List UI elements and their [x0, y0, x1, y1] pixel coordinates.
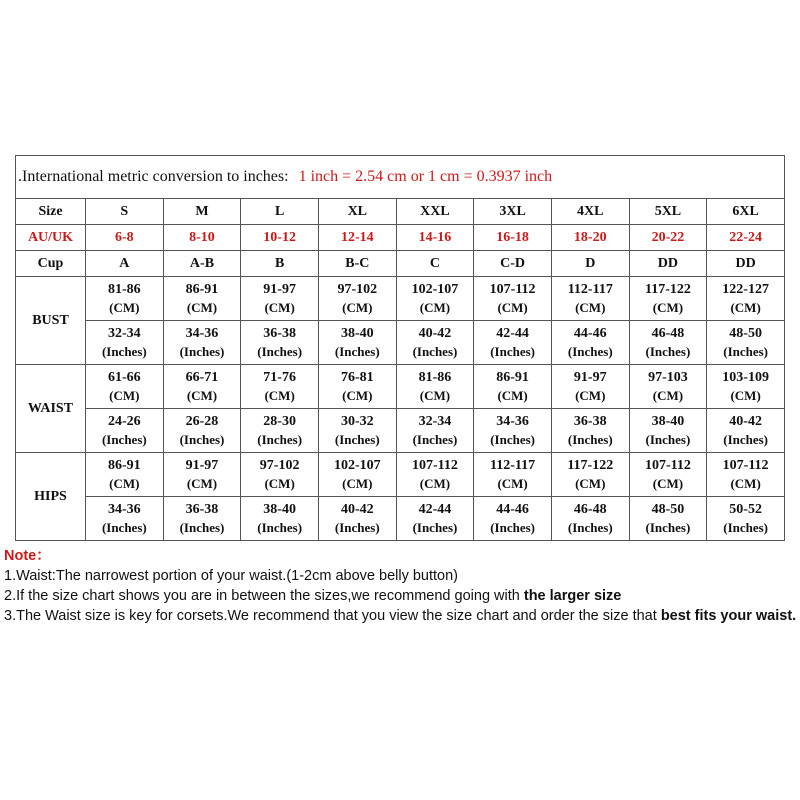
measure-value: 46-48	[573, 501, 607, 517]
bust-cm-cell	[241, 277, 319, 321]
waist-cm-cell	[707, 365, 785, 409]
header-prefix: .	[18, 168, 22, 185]
measure-unit: (CM)	[109, 475, 140, 491]
measure-value: 66-71	[185, 369, 219, 385]
measure-value: 112-117	[490, 457, 536, 473]
measure-unit: (Inches)	[257, 519, 303, 535]
measure-value: 40-42	[340, 501, 374, 517]
measure-unit: (Inches)	[723, 519, 769, 535]
bust-in-cell	[396, 321, 474, 365]
size-row-label: Size	[16, 199, 86, 225]
hips-cm-cell	[163, 453, 241, 497]
note-line-2-text: 2.If the size chart shows you are in between the sizes,we recommend going with	[4, 588, 524, 604]
hips-in-cell	[629, 497, 707, 541]
measure-value: 24-26	[107, 413, 141, 429]
waist-in-cell	[396, 409, 474, 453]
measurement-rows	[16, 277, 785, 541]
size-cell: 6XL	[707, 199, 785, 225]
measure-unit: (CM)	[497, 475, 528, 491]
au-uk-row-label: AU/UK	[16, 225, 86, 251]
waist-in-cell	[551, 409, 629, 453]
measure-unit: (CM)	[186, 475, 218, 491]
conversion-formula: 1 inch = 2.54 cm or 1 cm = 0.3937 inch	[298, 168, 553, 185]
au-uk-cell: 16-18	[474, 225, 552, 251]
measure-unit: (CM)	[652, 475, 684, 491]
au-uk-cell: 12-14	[318, 225, 396, 251]
measure-value: 81-86	[418, 369, 452, 385]
measure-unit: (Inches)	[412, 519, 458, 535]
hips-in-cell	[551, 497, 629, 541]
waist-cm-cell	[629, 365, 707, 409]
measure-unit: (CM)	[419, 299, 451, 315]
measure-unit: (CM)	[342, 475, 373, 491]
waist-label: WAIST	[16, 365, 86, 453]
measure-value: 107-112	[644, 457, 691, 473]
measure-value: 38-40	[651, 413, 685, 429]
measure-unit: (Inches)	[179, 343, 225, 359]
measure-value: 36-38	[185, 501, 219, 517]
measure-value: 91-97	[263, 281, 296, 297]
measure-unit: (CM)	[186, 299, 218, 315]
measure-unit: (Inches)	[412, 343, 458, 359]
measure-value: 97-102	[337, 281, 378, 297]
measure-value: 97-102	[259, 457, 300, 473]
hips-cm-cell	[318, 453, 396, 497]
measure-unit: (Inches)	[567, 343, 613, 359]
waist-cm-row	[16, 365, 785, 409]
bust-in-cell	[551, 321, 629, 365]
bust-in-cell	[86, 321, 164, 365]
au-uk-cell: 10-12	[241, 225, 319, 251]
hips-cm-cell	[241, 453, 319, 497]
size-cell: XXL	[396, 199, 474, 225]
au-uk-cell: 22-24	[707, 225, 785, 251]
bust-in-cell	[474, 321, 552, 365]
bust-cm-cell	[629, 277, 707, 321]
bust-in-cell	[707, 321, 785, 365]
measure-value: 61-66	[107, 369, 141, 385]
measure-unit: (Inches)	[412, 431, 458, 447]
cup-row	[16, 251, 785, 277]
measure-value: 30-32	[340, 413, 374, 429]
waist-cm-cell	[86, 365, 164, 409]
cup-row-label: Cup	[16, 251, 86, 277]
hips-in-cell	[86, 497, 164, 541]
measure-value: 103-109	[722, 369, 769, 385]
measure-value: 81-86	[107, 281, 141, 297]
measure-value: 97-103	[648, 369, 688, 385]
measure-unit: (Inches)	[490, 431, 535, 447]
measure-unit: (CM)	[186, 387, 218, 403]
measure-value: 71-76	[263, 369, 296, 385]
hips-in-cell	[396, 497, 474, 541]
waist-cm-cell	[241, 365, 319, 409]
bust-cm-cell	[163, 277, 241, 321]
bust-cm-cell	[474, 277, 552, 321]
measure-unit: (CM)	[109, 299, 140, 315]
measure-value: 44-46	[496, 501, 529, 517]
hips-in-cell	[241, 497, 319, 541]
measure-value: 36-38	[573, 413, 607, 429]
measure-value: 40-42	[418, 325, 452, 341]
hips-in-cell	[474, 497, 552, 541]
measure-unit: (Inches)	[101, 431, 147, 447]
hips-cm-cell	[629, 453, 707, 497]
size-chart-table	[15, 155, 785, 541]
measure-unit: (CM)	[652, 387, 684, 403]
size-cell: 4XL	[551, 199, 629, 225]
cup-cell: DD	[707, 251, 785, 277]
measure-value: 46-48	[651, 325, 685, 341]
conversion-header	[16, 156, 785, 199]
waist-cm-cell	[163, 365, 241, 409]
waist-in-row	[16, 409, 785, 453]
measure-unit: (Inches)	[645, 431, 691, 447]
measure-unit: (CM)	[652, 299, 684, 315]
measure-unit: (Inches)	[723, 431, 769, 447]
hips-in-row	[16, 497, 785, 541]
size-cell: M	[163, 199, 241, 225]
measure-value: 117-122	[644, 281, 691, 297]
note-line-2-bold: the larger size	[523, 588, 622, 604]
note-title: Note：	[4, 548, 51, 564]
measure-unit: (CM)	[497, 299, 528, 315]
waist-cm-cell	[396, 365, 474, 409]
measure-value: 26-28	[185, 413, 219, 429]
size-cell: S	[86, 199, 164, 225]
bust-cm-row	[16, 277, 785, 321]
cup-cell: B	[241, 251, 319, 277]
size-row	[16, 199, 785, 225]
cup-cell: A	[86, 251, 164, 277]
bust-in-cell	[241, 321, 319, 365]
waist-in-cell	[707, 409, 785, 453]
measure-unit: (Inches)	[101, 519, 147, 535]
au-uk-cell: 18-20	[551, 225, 629, 251]
hips-cm-cell	[86, 453, 164, 497]
bust-cm-cell	[396, 277, 474, 321]
measure-value: 40-42	[729, 413, 762, 429]
measure-value: 34-36	[185, 325, 219, 341]
hips-cm-cell	[396, 453, 474, 497]
bust-label: BUST	[16, 277, 86, 365]
hips-cm-cell	[474, 453, 552, 497]
hips-in-cell	[707, 497, 785, 541]
bust-in-cell	[163, 321, 241, 365]
bust-in-cell	[318, 321, 396, 365]
measure-unit: (CM)	[575, 387, 606, 403]
hips-cm-cell	[551, 453, 629, 497]
measure-unit: (CM)	[109, 387, 140, 403]
measure-value: 76-81	[340, 369, 374, 385]
hips-cm-cell	[707, 453, 785, 497]
measure-unit: (CM)	[419, 387, 451, 403]
measure-value: 38-40	[340, 325, 374, 341]
measure-unit: (CM)	[419, 475, 451, 491]
header-text: International metric conversion to inches:	[22, 168, 289, 185]
hips-in-cell	[318, 497, 396, 541]
au-uk-cell: 14-16	[396, 225, 474, 251]
measure-unit: (CM)	[730, 387, 761, 403]
waist-in-cell	[629, 409, 707, 453]
measure-unit: (CM)	[264, 475, 295, 491]
measure-unit: (Inches)	[179, 519, 225, 535]
measure-value: 122-127	[722, 281, 769, 297]
measure-value: 42-44	[418, 501, 452, 517]
measure-value: 86-91	[496, 369, 529, 385]
measure-value: 28-30	[263, 413, 296, 429]
measure-value: 91-97	[573, 369, 607, 385]
measure-value: 42-44	[496, 325, 529, 341]
measure-unit: (Inches)	[567, 431, 613, 447]
measure-value: 107-112	[489, 281, 536, 297]
au-uk-cell: 8-10	[163, 225, 241, 251]
waist-in-cell	[241, 409, 319, 453]
measure-value: 91-97	[185, 457, 219, 473]
measure-unit: (CM)	[575, 475, 606, 491]
measure-unit: (Inches)	[179, 431, 225, 447]
measure-value: 32-34	[418, 413, 452, 429]
measure-value: 117-122	[567, 457, 614, 473]
conversion-header-row	[16, 156, 785, 199]
waist-in-cell	[318, 409, 396, 453]
measure-value: 102-107	[333, 457, 381, 473]
waist-cm-cell	[551, 365, 629, 409]
waist-cm-cell	[474, 365, 552, 409]
measure-unit: (CM)	[575, 299, 606, 315]
waist-cm-cell	[318, 365, 396, 409]
note-line-3-bold: best fits your waist.	[660, 608, 797, 624]
note-line-1: 1.Waist:The narrowest portion of your waist.(1-2cm above belly button)	[4, 568, 458, 584]
cup-cell: DD	[629, 251, 707, 277]
measure-value: 34-36	[107, 501, 141, 517]
measure-value: 102-107	[411, 281, 459, 297]
measure-unit: (CM)	[264, 387, 295, 403]
au-uk-row	[16, 225, 785, 251]
measure-unit: (Inches)	[334, 519, 380, 535]
measure-value: 107-112	[722, 457, 769, 473]
bust-in-cell	[629, 321, 707, 365]
hips-cm-row	[16, 453, 785, 497]
measure-value: 112-117	[567, 281, 613, 297]
measure-unit: (CM)	[342, 299, 373, 315]
au-uk-cell: 20-22	[629, 225, 707, 251]
measure-unit: (CM)	[342, 387, 373, 403]
measure-unit: (Inches)	[567, 519, 613, 535]
note-line-2	[4, 586, 798, 606]
measure-value: 32-34	[107, 325, 141, 341]
bust-cm-cell	[318, 277, 396, 321]
size-cell: XL	[318, 199, 396, 225]
notes-section	[4, 546, 798, 626]
au-uk-cell: 6-8	[86, 225, 164, 251]
measure-value: 48-50	[729, 325, 762, 341]
measure-unit: (CM)	[497, 387, 528, 403]
measure-unit: (Inches)	[645, 343, 691, 359]
cup-cell: C	[396, 251, 474, 277]
bust-in-row	[16, 321, 785, 365]
measure-unit: (Inches)	[723, 343, 769, 359]
waist-in-cell	[163, 409, 241, 453]
bust-cm-cell	[551, 277, 629, 321]
waist-in-cell	[86, 409, 164, 453]
measure-value: 36-38	[263, 325, 296, 341]
measure-unit: (Inches)	[645, 519, 691, 535]
measure-value: 50-52	[729, 501, 762, 517]
measure-unit: (Inches)	[257, 431, 303, 447]
note-line-3	[4, 606, 798, 626]
cup-cell: D	[551, 251, 629, 277]
cup-cell: C-D	[474, 251, 552, 277]
measure-unit: (Inches)	[490, 343, 535, 359]
measure-unit: (Inches)	[334, 431, 380, 447]
measure-unit: (Inches)	[334, 343, 380, 359]
measure-value: 86-91	[185, 281, 219, 297]
note-line-3-text: 3.The Waist size is key for corsets.We recommend that you view the size chart and order the size that	[4, 608, 661, 624]
measure-value: 44-46	[573, 325, 607, 341]
measure-value: 38-40	[263, 501, 296, 517]
size-cell: L	[241, 199, 319, 225]
bust-cm-cell	[86, 277, 164, 321]
measure-unit: (Inches)	[101, 343, 147, 359]
waist-in-cell	[474, 409, 552, 453]
measure-unit: (Inches)	[257, 343, 303, 359]
measure-unit: (CM)	[730, 475, 761, 491]
hips-in-cell	[163, 497, 241, 541]
size-cell: 3XL	[474, 199, 552, 225]
cup-cell: B-C	[318, 251, 396, 277]
measure-value: 107-112	[412, 457, 458, 473]
hips-label: HIPS	[16, 453, 86, 541]
bust-cm-cell	[707, 277, 785, 321]
measure-unit: (CM)	[730, 299, 761, 315]
measure-unit: (CM)	[264, 299, 295, 315]
measure-unit: (Inches)	[490, 519, 535, 535]
measure-value: 34-36	[496, 413, 529, 429]
size-cell: 5XL	[629, 199, 707, 225]
measure-value: 48-50	[651, 501, 685, 517]
cup-cell: A-B	[163, 251, 241, 277]
measure-value: 86-91	[107, 457, 141, 473]
